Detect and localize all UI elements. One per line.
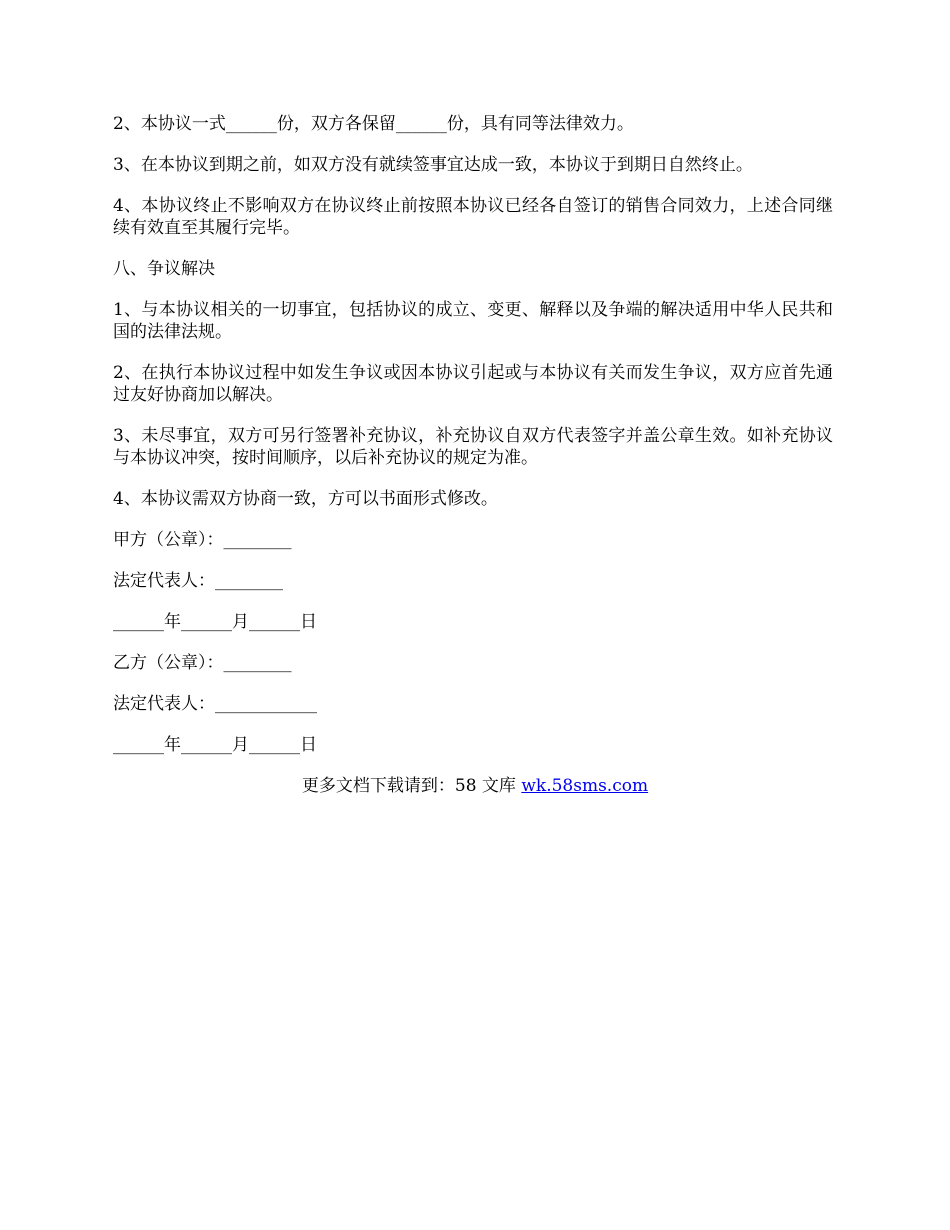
footer-link[interactable]: wk.58sms.com [521,776,649,796]
document-body [113,113,833,775]
clause-expiry: 3、在本协议到期之前，如双方没有就续签事宜达成一致，本协议于到期日自然终止。 [113,155,753,175]
clause-dispute-negotiation: 2、在执行本协议过程中如发生争议或因本协议引起或与本协议有关而发生争议，双方应首先通过友好协商加以解决。 [113,363,833,405]
clause-supplementary: 3、未尽事宜，双方可另行签署补充协议，补充协议自双方代表签字并盖公章生效。如补充协议与本协议冲突，按时间顺序，以后补充协议的规定为准。 [113,426,833,468]
clause-amendment: 4、本协议需双方协商一致，方可以书面形式修改。 [113,489,498,509]
party-a-seal: 甲方（公章）：________ [113,530,292,550]
party-a-representative: 法定代表人：________ [113,571,283,591]
party-b-representative: 法定代表人：____________ [113,694,317,714]
download-footer [0,775,950,797]
party-b-date: ______年______月______日 [113,735,317,755]
party-b-seal: 乙方（公章）：________ [113,653,292,673]
footer-text: 更多文档下载请到：58 文库 [301,776,522,796]
section-heading-dispute: 八、争议解决 [113,259,215,279]
party-a-date: ______年______月______日 [113,612,317,632]
clause-termination-effect: 4、本协议终止不影响双方在协议终止前按照本协议已经各自签订的销售合同效力，上述合同继续有效直至其履行完毕。 [113,196,833,238]
clause-governing-law: 1、与本协议相关的一切事宜，包括协议的成立、变更、解释以及争端的解决适用中华人民共和国的法律法规。 [113,300,833,342]
clause-copies: 2、本协议一式______份，双方各保留______份，具有同等法律效力。 [113,114,634,134]
